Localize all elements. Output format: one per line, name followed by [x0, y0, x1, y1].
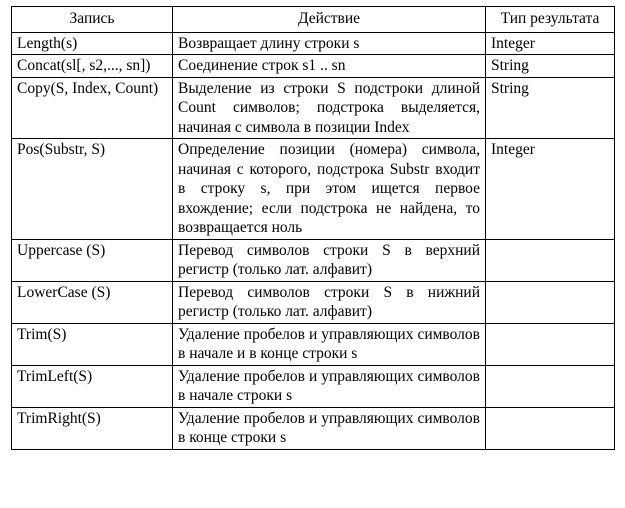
table-row — [12, 407, 615, 449]
record-cell: Concat(sl[, s2,..., sn]) — [12, 55, 173, 78]
action-cell: Удаление пробелов и управляющих символов в начале и в конце строки s — [173, 323, 486, 365]
action-cell: Соединение строк s1 .. sn — [173, 55, 486, 78]
string-functions-table — [11, 6, 615, 450]
table-row — [12, 55, 615, 78]
table-row — [12, 139, 615, 240]
table-row — [12, 32, 615, 55]
type-cell — [486, 407, 615, 449]
record-cell: Pos(Substr, S) — [12, 139, 173, 240]
table-row — [12, 239, 615, 281]
type-cell: Integer — [486, 32, 615, 55]
header-record: Запись — [12, 7, 173, 33]
action-cell: Удаление пробелов и управляющих символов в начале строки s — [173, 365, 486, 407]
record-cell: Trim(S) — [12, 323, 173, 365]
action-cell: Выделение из строки S подстроки длиной Count символов; подстрока выделяется, начиная с символа в позиции Index — [173, 77, 486, 139]
record-cell: Uppercase (S) — [12, 239, 173, 281]
action-cell: Возвращает длину строки s — [173, 32, 486, 55]
header-action: Действие — [173, 7, 486, 33]
table-row — [12, 323, 615, 365]
record-cell: LowerCase (S) — [12, 281, 173, 323]
record-cell: TrimLeft(S) — [12, 365, 173, 407]
type-cell: Integer — [486, 139, 615, 240]
header-result-type: Тип результата — [486, 7, 615, 33]
action-cell: Перевод символов строки S в верхний регистр (только лат. алфавит) — [173, 239, 486, 281]
action-cell: Перевод символов строки S в нижний регистр (только лат. алфавит) — [173, 281, 486, 323]
record-cell: Copy(S, Index, Count) — [12, 77, 173, 139]
table-row — [12, 77, 615, 139]
table-row — [12, 281, 615, 323]
type-cell — [486, 239, 615, 281]
type-cell — [486, 365, 615, 407]
type-cell — [486, 323, 615, 365]
type-cell: String — [486, 77, 615, 139]
type-cell — [486, 281, 615, 323]
table-header-row — [12, 7, 615, 33]
record-cell: Length(s) — [12, 32, 173, 55]
record-cell: TrimRight(S) — [12, 407, 173, 449]
action-cell: Определение позиции (номера) символа, начиная с которого, подстрока Substr входит в строку s, при этом ищется первое вхождение; если подстрока не найдена, то возвращается ноль — [173, 139, 486, 240]
table-row — [12, 365, 615, 407]
action-cell: Удаление пробелов и управляющих символов в конце строки s — [173, 407, 486, 449]
type-cell: String — [486, 55, 615, 78]
